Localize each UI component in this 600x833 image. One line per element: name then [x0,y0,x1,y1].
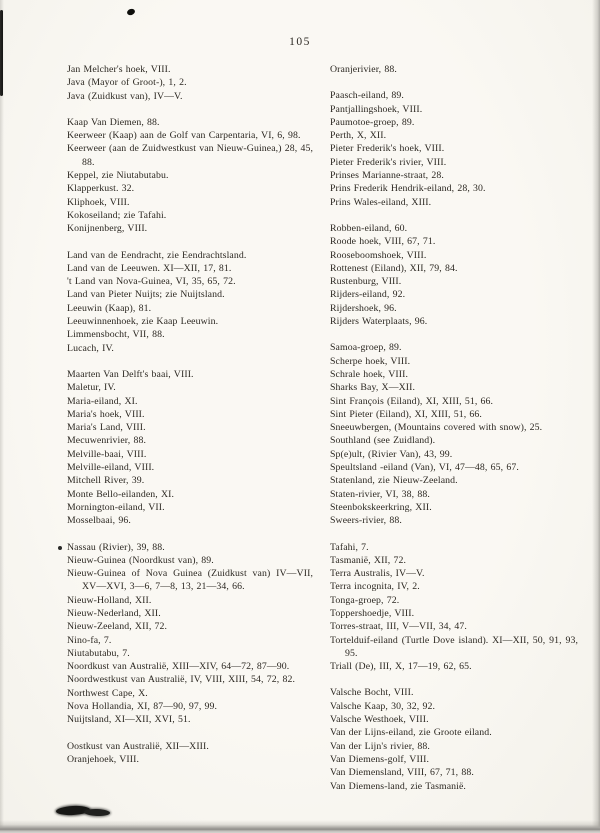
index-entry: Sp(e)ult, (Rivier Van), 43, 99. [330,448,453,460]
index-entry: Roode hoek, VIII, 67, 71. [330,236,436,248]
index-column-left [67,63,313,766]
index-entry: Kokoseiland; zie Tafahi. [67,209,167,221]
index-entry: Van Diemens-golf, VIII. [330,753,430,765]
index-entry: Terra Australis, IV—V. [330,568,425,580]
page-edge-left [0,0,4,833]
index-entry: Java (Mayor of Groot-), 1, 2. [67,77,187,89]
index-entry: Land van de Leeuwen. XI—XII, 17, 81. [67,262,232,274]
index-entry: Schrale hoek, VIII. [330,368,409,380]
index-entry: Mornington-eiland, VII. [67,501,165,513]
index-entry: Steenbokskeerkring, XII. [330,501,432,513]
index-entry: Speultsland -eiland (Van), VI, 47—48, 65, 67. [330,462,519,474]
index-entry: Prinses Marianne-straat, 28. [330,170,444,182]
index-entry: Melville-eiland, VIII. [67,462,155,474]
index-entry: Oranjerivier, 88. [330,64,397,75]
index-entry: Konijnenberg, VIII. [67,223,148,235]
index-entry: Tonga-groep, 72. [330,594,400,606]
index-entry: Samoa-groep, 89. [330,342,402,354]
index-entry: Staten-rivier, VI, 38, 88. [330,488,430,500]
index-entry: Torres-straat, III, V—VII, 34, 47. [330,621,467,633]
index-entry: Keppel, zie Niutabutabu. [67,170,169,182]
index-entry: Nieuw-Zeeland, XII, 72. [67,621,168,633]
index-entry: Van der Lijn's rivier, 88. [330,740,430,752]
index-entry: Java (Zuidkust van), IV—V. [67,90,183,102]
index-entry: Southland (see Zuidland). [330,435,436,447]
index-entry: Valsche Bocht, VIII. [330,687,414,699]
index-entry: Niutabutabu, 7. [67,647,130,659]
index-entry: Rijders Waterplaats, 96. [330,316,428,328]
index-entry: Van Diemensland, VIII, 67, 71, 88. [330,767,474,779]
index-entry: Land van de Eendracht, zie Eendrachtsland. [67,249,247,261]
index-entry: Sint François (Eiland), XI, XIII, 51, 66. [330,395,494,407]
index-entry: Valsche Westhoek, VIII. [330,714,429,726]
index-entry: Pantjallingshoek, VIII. [330,103,423,115]
index-entry: Nuijtsland, XI—XII, XVI, 51. [67,714,191,726]
index-entry: Maletur, IV. [67,382,116,394]
index-entry: Valsche Kaap, 30, 32, 92. [330,700,436,712]
index-entry: Noordwestkust van Australië, IV, VIII, XIII, 54, 72, 82. [67,674,295,686]
index-column-right [330,63,578,793]
index-entry: Kliphoek, VIII. [67,196,130,208]
index-entry: Mosselbaai, 96. [67,515,131,527]
index-entry: Rijdershoek, 96. [330,302,397,314]
index-entry: Klapperkust. 32. [67,183,135,195]
index-entry: Sneeuwbergen, (Mountains covered with snow), 25. [330,422,543,434]
index-entry: Nieuw-Guinea of Nova Guinea (Zuidkust van) IV—VII, XV—XVI, 3—6, 7—8, 13, 21—34, 66. [67,568,313,593]
index-entry: Nieuw-Nederland, XII. [67,607,161,619]
index-entry: Oostkust van Australië, XII—XIII. [67,740,209,752]
index-entry: Mecuwenrivier, 88. [67,435,146,447]
index-entry: 't Land van Nova-Guinea, VI, 35, 65, 72. [67,276,236,288]
index-entry: Tafahi, 7. [330,541,369,553]
ink-smudge-artifact [84,809,110,817]
index-entry: Rooseboomshoek, VIII. [330,249,427,261]
index-entry: Nino-fa, 7. [67,634,112,646]
index-entry: Robben-eiland, 60. [330,222,408,234]
index-entry: Rijders-eiland, 92. [330,289,406,301]
index-entry: Terra incognita, IV, 2. [330,581,420,593]
index-entry: Limmensbocht, VII, 88. [67,329,165,341]
index-entry: Maria's hoek, VIII. [67,408,145,420]
index-entry: Pieter Frederik's rivier, VIII. [330,156,447,168]
index-entry: Paumotoe-groep, 89. [330,116,415,128]
index-entry: Monte Bello-eilanden, XI. [67,488,175,500]
index-entry: Maria's Land, VIII. [67,422,146,434]
index-entry: Paasch-eiland, 89. [330,90,404,102]
index-entry: Noordkust van Australië, XIII—XIV, 64—72, 87—90. [67,661,290,673]
index-entry: Lucach, IV. [67,342,114,354]
page-edge-bottom [0,820,600,833]
index-entry: Kaap Van Diemen, 88. [67,116,160,128]
index-entry: Van der Lijns-eiland, zie Groote eiland. [330,727,492,739]
index-entry: Oranjehoek, VIII. [67,753,140,765]
index-entry: Van Diemens-land, zie Tasmanië. [330,780,466,792]
index-entry: Triall (De), III, X, 17—19, 62, 65. [330,661,472,673]
index-entry: Maria-eiland, XI. [67,395,138,407]
index-entry: Mitchell River, 39. [67,475,145,487]
index-entry: Keerweer (Kaap) aan de Golf van Carpentaria, VI, 6, 98. [67,130,301,142]
page-number: 105 [289,36,311,48]
index-entry: Sharks Bay, X—XII. [330,382,416,394]
index-entry: Nassau (Rivier), 39, 88. [67,541,313,554]
index-entry: Maarten Van Delft's baai, VIII. [67,368,194,380]
index-entry: Leeuwin (Kaap), 81. [67,302,152,314]
index-entry: Toppershoedje, VIII. [330,607,415,619]
index-entry: Jan Melcher's hoek, VIII. [67,64,171,75]
index-entry: Leeuwinnenhoek, zie Kaap Leeuwin. [67,316,219,328]
index-entry: Melville-baai, VIII. [67,448,147,460]
ink-dot-artifact [126,8,136,16]
index-entry: Scherpe hoek, VIII. [330,355,411,367]
index-entry: Nova Hollandia, XI, 87—90, 97, 99. [67,701,218,713]
page-edge-right [592,0,600,833]
index-entry: Keerweer (aan de Zuidwestkust van Nieuw-Guinea,) 28, 45, 88. [67,143,313,168]
index-entry: Northwest Cape, X. [67,687,148,699]
index-entry: Statenland, zie Nieuw-Zeeland. [330,475,458,487]
index-entry: Rustenburg, VIII. [330,276,402,288]
index-entry: Nieuw-Holland, XII. [67,594,152,606]
ink-dot-artifact [58,546,62,550]
index-entry: Sint Pieter (Eiland), XI, XIII, 51, 66. [330,408,482,420]
index-entry: Nieuw-Guinea (Noordkust van), 89. [67,554,214,566]
index-entry: Perth, X, XII. [330,130,387,142]
index-entry: Tortelduif-eiland (Turtle Dove island). XI—XII, 50, 91, 93, 95. [330,634,578,659]
index-entry: Land van Pieter Nuijts; zie Nuijtsland. [67,289,225,301]
index-entry: Prins Frederik Hendrik-eiland, 28, 30. [330,183,486,195]
index-entry: Pieter Frederik's hoek, VIII. [330,143,445,155]
index-entry: Tasmanië, XII, 72. [330,554,407,566]
index-entry: Rottenest (Eiland), XII, 79, 84. [330,262,458,274]
index-entry: Prins Wales-eiland, XIII. [330,196,432,208]
index-entry: Sweers-rivier, 88. [330,515,402,527]
